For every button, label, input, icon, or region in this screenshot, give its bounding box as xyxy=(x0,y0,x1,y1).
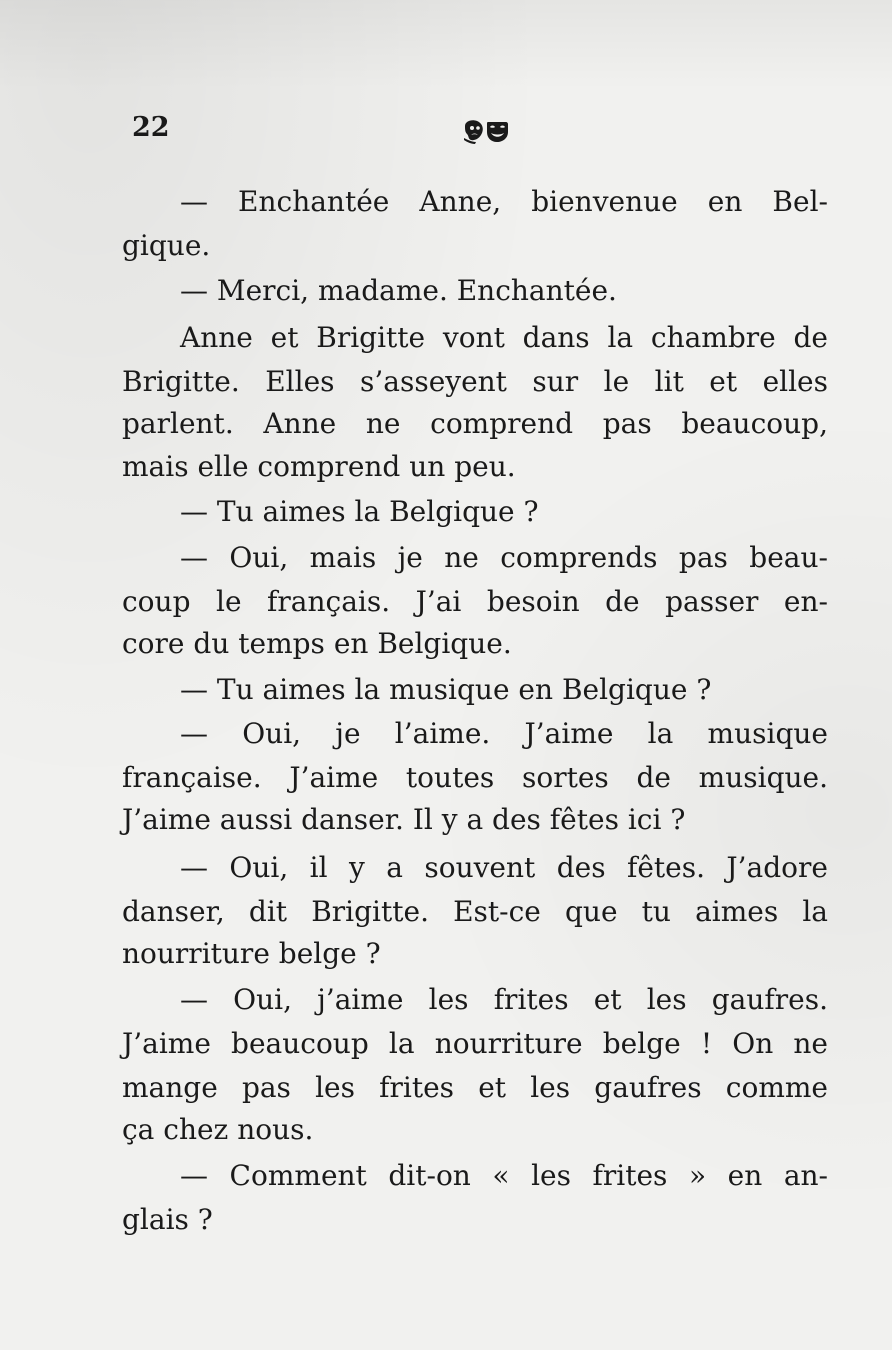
text-line: mais elle comprend un peu. xyxy=(122,450,516,483)
text-line: française. J’aime toutes sortes de musique. xyxy=(122,761,828,794)
text-line: — Oui, mais je ne comprends pas beau- xyxy=(180,541,828,574)
text-line: — Merci, madame. Enchantée. xyxy=(180,274,617,307)
text-line: J’aime aussi danser. Il y a des fêtes ici ? xyxy=(122,803,686,836)
text-line: nourriture belge ? xyxy=(122,937,381,970)
text-line: danser, dit Brigitte. Est-ce que tu aimes la xyxy=(122,895,828,928)
page-number: 22 xyxy=(132,112,170,143)
text-line: — Enchantée Anne, bienvenue en Bel- xyxy=(180,185,828,218)
text-line: parlent. Anne ne comprend pas beaucoup, xyxy=(122,407,828,440)
text-line: core du temps en Belgique. xyxy=(122,627,512,660)
text-line: — Tu aimes la Belgique ? xyxy=(180,495,539,528)
text-line: coup le français. J’ai besoin de passer en- xyxy=(122,585,828,618)
text-line: J’aime beaucoup la nourriture belge ! On ne xyxy=(122,1027,828,1060)
text-line: glais ? xyxy=(122,1203,213,1236)
text-line: — Oui, il y a souvent des fêtes. J’adore xyxy=(180,851,828,884)
text-line: ça chez nous. xyxy=(122,1113,314,1146)
text-line: Brigitte. Elles s’asseyent sur le lit et elles xyxy=(122,365,828,398)
text-line: gique. xyxy=(122,229,211,262)
page-shadow xyxy=(0,0,892,90)
text-line: — Comment dit-on « les frites » en an- xyxy=(180,1159,828,1192)
text-line: — Oui, je l’aime. J’aime la musique xyxy=(180,717,828,750)
text-line: — Oui, j’aime les frites et les gaufres. xyxy=(180,983,828,1016)
text-line: Anne et Brigitte vont dans la chambre de xyxy=(180,321,828,354)
text-line: — Tu aimes la musique en Belgique ? xyxy=(180,673,712,706)
running-head xyxy=(132,112,832,152)
text-line: mange pas les frites et les gaufres comme xyxy=(122,1071,828,1104)
theatre-masks-icon xyxy=(462,118,510,144)
